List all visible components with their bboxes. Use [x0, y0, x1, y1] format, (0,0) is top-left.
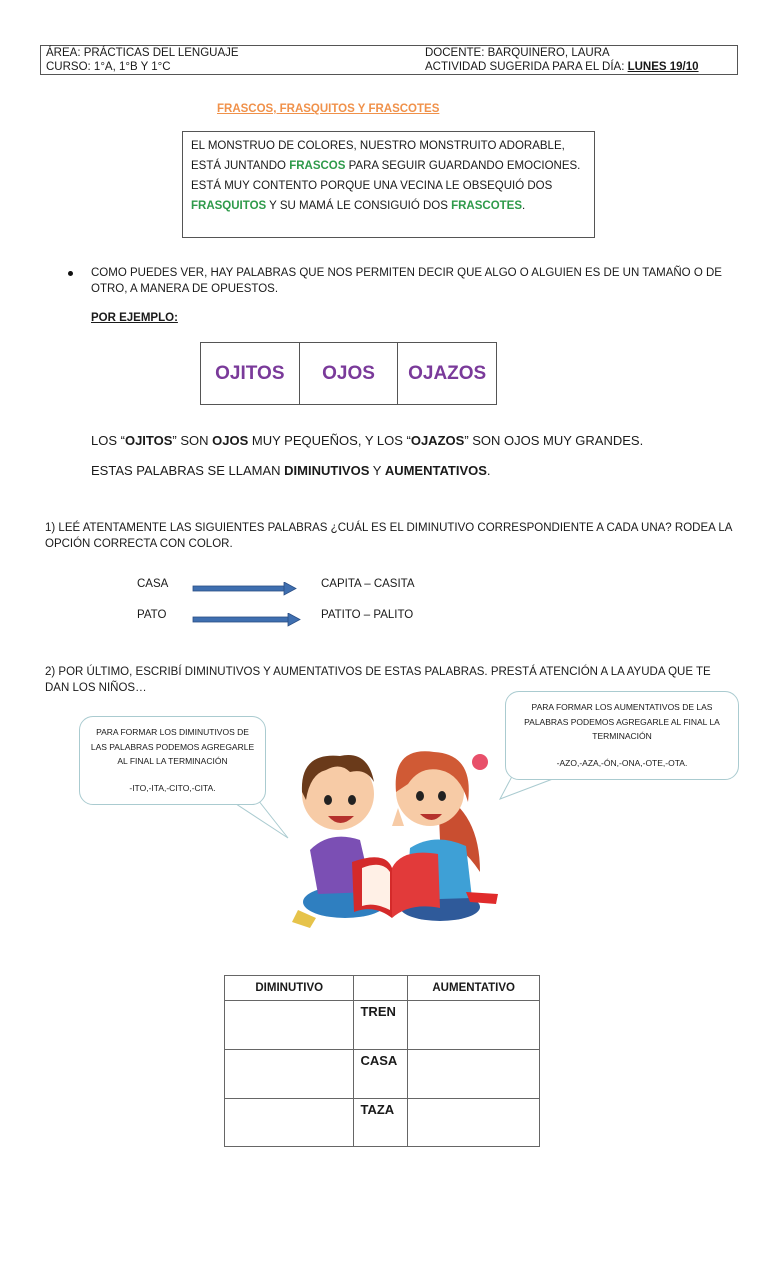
text: ESTAS PALABRAS SE LLAMAN: [91, 463, 285, 478]
bubble-text: LAS PALABRAS PODEMOS AGREGARLE: [90, 741, 255, 752]
story-line: EL MONSTRUO DE COLORES, NUESTRO MONSTRUITO ADORABLE,: [191, 140, 565, 152]
story-box: [182, 131, 595, 238]
q1-word: CASA: [137, 578, 169, 590]
example-table: [200, 342, 497, 405]
column-header-diminutive: DIMINUTIVO: [225, 976, 354, 1001]
teacher-label: DOCENTE: BARQUINERO, LAURA: [425, 47, 610, 59]
table-row: [225, 1099, 540, 1147]
bubble-text: PALABRAS PODEMOS AGREGARLE AL FINAL LA: [524, 716, 720, 727]
right-arrow-icon: [192, 582, 298, 596]
text: ” SON OJOS MUY GRANDES.: [464, 433, 644, 448]
explanation-line-2: [91, 463, 491, 478]
question-1: 1) LEÉ ATENTAMENTE LAS SIGUIENTES PALABRAS ¿CUÁL ES EL DIMINUTIVO CORRESPONDIENTE A CADA UNA? RODEA LA OPCIÓN CORRECTA CON COLOR.: [45, 522, 732, 550]
explanation-line-1: [91, 433, 643, 448]
table-row: [225, 1001, 540, 1050]
bold-word: OJITOS: [124, 433, 173, 448]
right-arrow-icon: [192, 613, 302, 627]
story-text: .: [522, 200, 526, 212]
activity-label: [425, 60, 699, 74]
bubble-endings: -AZO,-AZA,-ÓN,-ONA,-OTE,-OTA.: [556, 757, 688, 768]
augmentative-answer-cell[interactable]: [408, 1099, 540, 1147]
augmentative-answer-cell[interactable]: [408, 1001, 540, 1050]
text: .: [486, 463, 491, 478]
header-box: [40, 45, 738, 75]
story-line: [191, 196, 586, 216]
column-header-word: [354, 976, 408, 1001]
bullet-icon: [68, 271, 73, 276]
bold-word: OJOS: [212, 433, 249, 448]
bold-word: OJAZOS: [410, 433, 465, 448]
text: MUY PEQUEÑOS, Y LOS “: [248, 433, 411, 448]
story-text: ESTÁ JUNTANDO: [191, 160, 290, 172]
diminutive-answer-cell[interactable]: [225, 1099, 354, 1147]
q1-options[interactable]: CAPITA – CASITA: [321, 578, 415, 590]
story-keyword: FRASCOS: [289, 160, 346, 172]
example-word-diminutive: OJITOS: [201, 343, 300, 404]
column-header-augmentative: AUMENTATIVO: [408, 976, 540, 1001]
example-word-augmentative: OJAZOS: [408, 362, 487, 384]
text: ” SON: [172, 433, 213, 448]
bubble-text: PARA FORMAR LOS AUMENTATIVOS DE LAS: [531, 702, 713, 712]
bold-word: AUMENTATIVOS: [384, 463, 487, 478]
bubble-endings: -ITO,-ITA,-CITO,-CITA.: [129, 782, 216, 793]
table-header-row: [225, 976, 540, 1001]
q1-word: PATO: [137, 609, 167, 621]
bubble-text: TERMINACIÓN: [592, 731, 652, 741]
speech-bubble-diminutive: [79, 716, 266, 805]
augmentative-answer-cell[interactable]: [408, 1050, 540, 1099]
base-word: TAZA: [354, 1099, 408, 1147]
bold-word: DIMINUTIVOS: [284, 463, 370, 478]
question-2: 2) POR ÚLTIMO, ESCRIBÍ DIMINUTIVOS Y AUMENTATIVOS DE ESTAS PALABRAS. PRESTÁ ATENCIÓN A LA AYUDA QUE TE DAN LOS NIÑOS…: [45, 666, 711, 694]
course-label: CURSO: 1°A, 1°B Y 1°C: [46, 61, 171, 73]
example-word-base: OJOS: [300, 343, 399, 404]
story-line: ESTÁ MUY CONTENTO PORQUE UNA VECINA LE OBSEQUIÓ DOS: [191, 180, 553, 192]
diminutive-answer-cell[interactable]: [225, 1001, 354, 1050]
base-word: CASA: [354, 1050, 408, 1099]
kids-reading-illustration: [270, 722, 510, 932]
base-word: TREN: [354, 1001, 408, 1050]
bullet-text: COMO PUEDES VER, HAY PALABRAS QUE NOS PERMITEN DECIR QUE ALGO O ALGUIEN ES DE UN TAMAÑO O DE OTRO, A MANERA DE OPUESTOS.: [91, 267, 722, 295]
activity-prefix: ACTIVIDAD SUGERIDA PARA EL DÍA:: [425, 61, 628, 73]
speech-bubble-augmentative: [505, 691, 739, 780]
text: Y: [369, 463, 385, 478]
diminutive-answer-cell[interactable]: [225, 1050, 354, 1099]
story-keyword: FRASCOTES: [451, 200, 523, 212]
bubble-text: PARA FORMAR LOS DIMINUTIVOS DE: [96, 727, 249, 737]
example-label: POR EJEMPLO:: [91, 312, 178, 324]
activity-day: LUNES 19/10: [627, 61, 699, 73]
story-keyword: FRASQUITOS: [191, 200, 267, 212]
table-row: [225, 1050, 540, 1099]
answer-table: [224, 975, 540, 1147]
area-label: ÁREA: PRÁCTICAS DEL LENGUAJE: [46, 47, 239, 59]
story-text: Y SU MAMÁ LE CONSIGUIÓ DOS: [266, 200, 452, 212]
page-title: FRASCOS, FRASQUITOS Y FRASCOTES: [217, 103, 440, 115]
text: LOS “: [91, 433, 125, 448]
story-text: PARA SEGUIR GUARDANDO EMOCIONES.: [345, 160, 581, 172]
story-line: [191, 156, 586, 176]
q1-options[interactable]: PATITO – PALITO: [321, 609, 414, 621]
bubble-text: AL FINAL LA TERMINACIÓN: [117, 756, 228, 766]
